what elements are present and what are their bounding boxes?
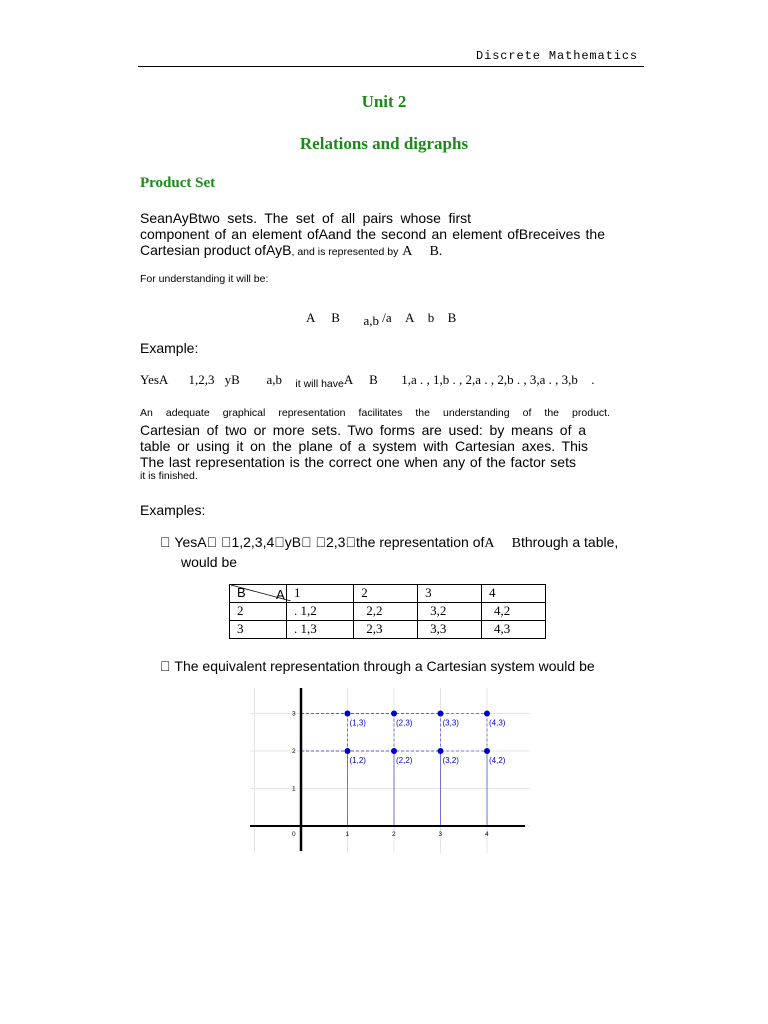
- data-point-label: (3,3): [442, 718, 459, 728]
- x-tick-label: 2: [392, 831, 396, 838]
- data-point: [438, 711, 444, 717]
- data-point: [484, 748, 490, 754]
- examples-label: Examples:: [140, 502, 206, 518]
- formula-product-set: [306, 310, 470, 326]
- intro-line-3-c: A B.: [402, 244, 428, 259]
- table-header-cell: 3: [418, 585, 482, 603]
- x-tick-label: 3: [438, 831, 443, 838]
- bullet-1-d: through a table,: [436, 534, 534, 550]
- bullet-2: The equivalent representation through a Cartesian system would be: [160, 658, 581, 674]
- x-tick-label: 0: [292, 831, 296, 838]
- header-rule: [138, 66, 644, 67]
- table-cell: 4,2: [482, 603, 546, 621]
- data-point-label: (2,3): [396, 718, 413, 728]
- table-row: [230, 603, 546, 621]
- data-point-label: (1,3): [349, 718, 366, 728]
- table-cell: 3,2: [418, 603, 482, 621]
- graphical-line-4: The last representation is the correct one when any of the factor sets: [140, 454, 576, 470]
- table-header-cell: 4: [482, 585, 546, 603]
- intro-line-1: SeanAyBtwo sets. The set of all pairs whose first: [140, 210, 471, 226]
- data-point: [438, 748, 444, 754]
- understanding-note: For understanding it will be:: [140, 273, 269, 285]
- y-tick-label: 1: [292, 785, 296, 793]
- graphical-line-5: it is finished.: [140, 470, 198, 482]
- formula-part-a: A B: [306, 310, 330, 325]
- graphical-line-3: table or using it on the plane of a system with Cartesian axes. This: [140, 438, 588, 454]
- data-point: [391, 711, 397, 717]
- chapter-title: Relations and digraphs: [299, 134, 469, 153]
- table-cell: 4,3: [482, 621, 546, 639]
- formula-part-c: /a A b B: [348, 310, 391, 325]
- table-row-label: 2: [230, 603, 287, 621]
- x-tick-label: 1: [345, 831, 350, 838]
- intro-line-2: component of an element ofAand the second an element ofBreceives the: [140, 226, 605, 242]
- intro-line-3-a: Cartesian product ofAyB: [140, 242, 292, 258]
- cartesian-plot: [250, 688, 530, 853]
- intro-line-3: [140, 242, 442, 261]
- table-cell: . 1,2: [287, 603, 354, 621]
- graphical-line-1: An adequate graphical representation facilitates the understanding of the product.: [140, 407, 610, 419]
- data-point-label: (3,2): [442, 756, 459, 765]
- data-point-label: (4,3): [489, 718, 506, 728]
- example-part-b: it will have: [237, 378, 286, 390]
- table-cell: 3,3: [418, 621, 482, 639]
- intro-line-3-b: , and is represented by: [291, 246, 399, 258]
- data-point-label: (4,2): [489, 756, 506, 765]
- corner-label-a: A: [276, 587, 285, 602]
- y-tick-label: 2: [292, 748, 296, 755]
- bullet-1-a: YesA 1,2,3,4 yB 2,3: [160, 534, 286, 550]
- data-point: [484, 711, 490, 717]
- table-cell: 2,2: [354, 603, 418, 621]
- table-row: [230, 621, 546, 639]
- data-point-label: (1,2): [349, 756, 366, 765]
- y-tick-label: 3: [292, 710, 296, 718]
- table-corner-diagonal: [231, 585, 291, 601]
- bullet-1-continuation: would be: [181, 554, 238, 570]
- bullet-1-c: A B: [414, 536, 437, 551]
- example-label: Example:: [140, 340, 199, 356]
- table-row-label: 3: [230, 621, 287, 639]
- table-cell: . 1,3: [287, 621, 354, 639]
- corner-label-b: B: [237, 585, 246, 600]
- example-line: [140, 372, 594, 388]
- data-point-label: (2,2): [396, 756, 413, 765]
- data-point: [391, 748, 397, 754]
- bullet-1-b: the representation of: [285, 534, 414, 550]
- x-tick-label: 4: [485, 831, 489, 838]
- table-header-cell: 2: [354, 585, 418, 603]
- table-header-cell: 1: [287, 585, 354, 603]
- graphical-line-2: Cartesian of two or more sets. Two forms are used: by means of a: [140, 422, 586, 438]
- data-point: [345, 711, 351, 717]
- formula-part-b: a,b: [329, 313, 346, 328]
- table-cell: 2,3: [354, 621, 418, 639]
- bullet-1: [160, 534, 618, 553]
- section-heading: Product Set: [140, 175, 216, 191]
- running-header: Discrete Mathematics: [476, 49, 639, 63]
- data-point: [345, 748, 351, 754]
- example-part-c: A B 1,a . , 1,b . , 2,a . , 2,b . , 3,a . , 3,b .: [285, 372, 493, 387]
- example-part-a: YesA 1,2,3 yB a,b: [140, 372, 238, 387]
- unit-title: Unit 2: [361, 92, 407, 111]
